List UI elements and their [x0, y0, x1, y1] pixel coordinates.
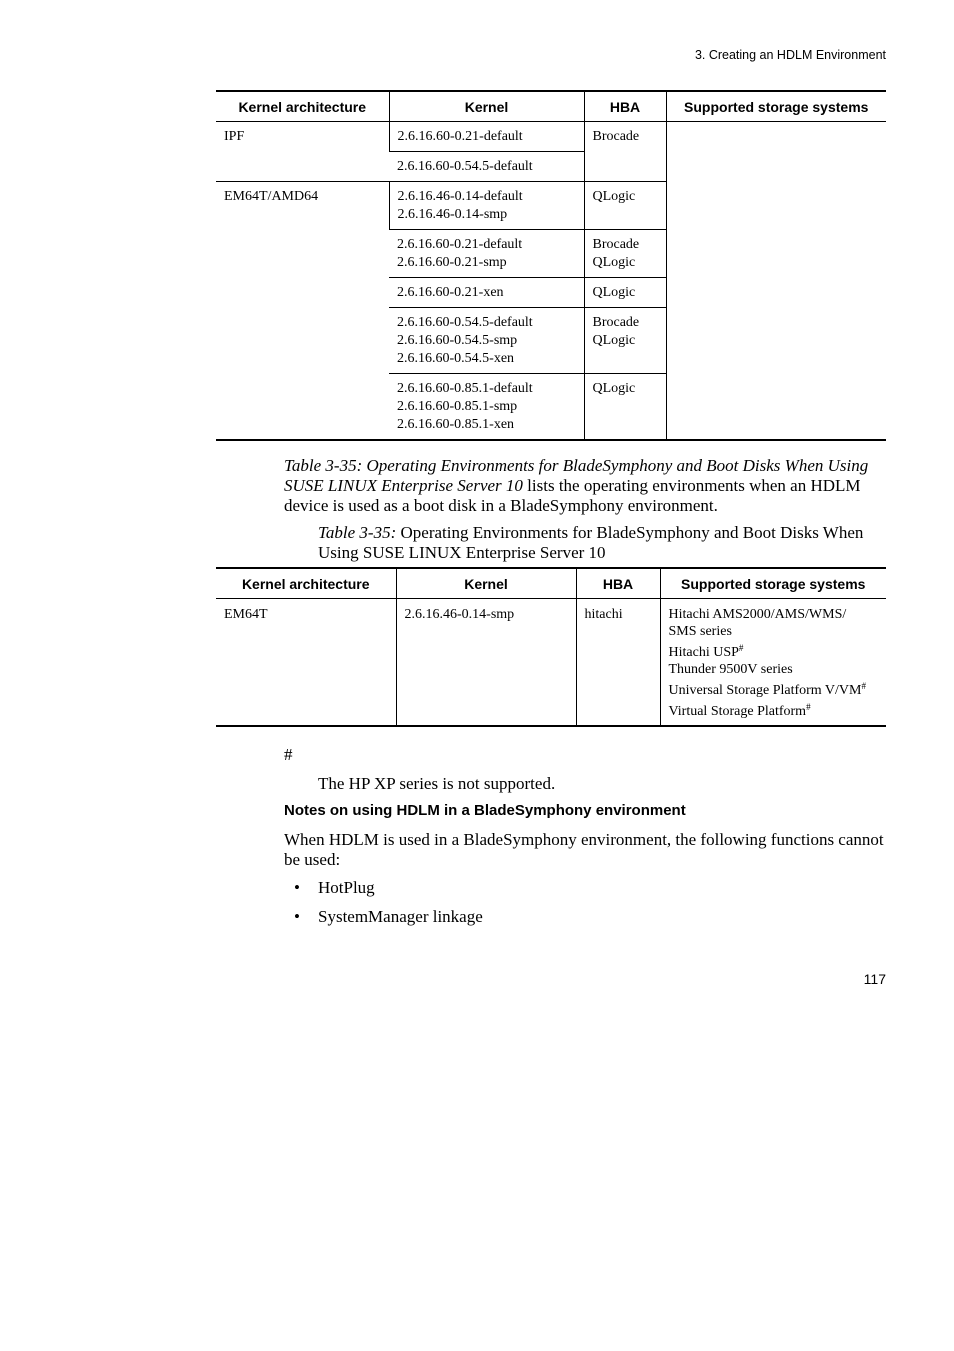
col-header-kernel: Kernel — [389, 91, 584, 122]
kernel-hba-table — [216, 90, 886, 441]
list-item — [294, 878, 375, 898]
bullet-icon: • — [294, 907, 300, 926]
hba-cell — [584, 122, 666, 182]
storage-name: Virtual Storage Platform — [668, 704, 807, 719]
footnote-mark: # — [738, 643, 744, 653]
table-reference-text: lists the operating environments when an HDLM device is used as a boot disk in a BladeSymphony environment. — [284, 476, 861, 515]
table-row — [216, 122, 886, 152]
storage-cell — [666, 122, 886, 441]
kernel-cell — [389, 182, 584, 230]
kernel-version: 2.6.16.60-0.54.5-default — [397, 315, 533, 330]
col-header-arch: Kernel architecture — [216, 91, 389, 122]
storage-name: Universal Storage Platform V/VM — [668, 683, 862, 698]
hba-cell — [584, 308, 666, 374]
kernel-version: 2.6.16.60-0.85.1-smp — [397, 399, 518, 414]
kernel-version: 2.6.16.60-0.21-xen — [397, 285, 504, 300]
hba-cell: hitachi — [576, 599, 660, 727]
list-item-text: HotPlug — [318, 878, 375, 897]
hba-name: QLogic — [592, 333, 636, 348]
storage-line: Thunder 9500V series — [668, 662, 793, 677]
storage-line: SMS series — [668, 624, 732, 639]
hba-name: QLogic — [592, 189, 636, 204]
hba-name: QLogic — [592, 285, 636, 300]
kernel-version: 2.6.16.60-0.54.5-xen — [397, 351, 515, 366]
footnote-mark: # — [861, 681, 866, 691]
storage-name: Hitachi USP — [668, 645, 739, 660]
kernel-cell: 2.6.16.46-0.14-smp — [396, 599, 576, 727]
hba-cell — [584, 230, 666, 278]
kernel-cell — [389, 152, 584, 182]
hba-name: Brocade — [592, 129, 640, 144]
table-caption — [318, 523, 888, 563]
page-number: 117 — [863, 971, 886, 987]
hba-cell — [584, 182, 666, 230]
hba-cell — [584, 374, 666, 441]
kernel-version: 2.6.16.60-0.21-default — [397, 237, 523, 252]
table-caption-label: Table 3-35: — [318, 523, 397, 542]
kernel-cell — [389, 230, 584, 278]
col-header-storage: Supported storage systems — [660, 568, 886, 599]
storage-line — [669, 644, 879, 661]
kernel-version: 2.6.16.60-0.85.1-default — [397, 381, 533, 396]
notes-heading: Notes on using HDLM in a BladeSymphony environment — [284, 802, 686, 819]
hba-name: QLogic — [592, 381, 636, 396]
table-header-row — [216, 91, 886, 122]
table-reference-paragraph — [284, 456, 889, 516]
footnote-mark: # — [806, 702, 811, 712]
boot-disk-table — [216, 567, 886, 727]
storage-cell — [660, 599, 886, 727]
running-header: 3. Creating an HDLM Environment — [694, 48, 886, 62]
kernel-version: 2.6.16.46-0.14-smp — [397, 207, 508, 222]
list-item — [294, 907, 483, 927]
arch-cell: IPF — [216, 122, 389, 182]
kernel-cell — [389, 122, 584, 152]
kernel-cell — [389, 374, 584, 441]
table-header-row — [216, 568, 886, 599]
storage-line — [669, 703, 879, 720]
col-header-kernel: Kernel — [396, 568, 576, 599]
hba-name: Brocade — [592, 315, 640, 330]
col-header-storage: Supported storage systems — [666, 91, 886, 122]
hba-name: QLogic — [592, 255, 636, 270]
hba-name: Brocade — [592, 237, 640, 252]
table-reference-link[interactable]: Table 3-35: Operating Environments for BladeSymphony and Boot Disks When Using SUSE LINUX Enterprise Server 10 — [284, 456, 869, 495]
col-header-hba: HBA — [576, 568, 660, 599]
list-item-text: SystemManager linkage — [318, 907, 483, 926]
kernel-version: 2.6.16.46-0.14-default — [397, 189, 523, 204]
notes-body: When HDLM is used in a BladeSymphony environment, the following functions cannot be used: — [284, 830, 884, 869]
kernel-cell — [389, 308, 584, 374]
kernel-version: 2.6.16.60-0.21-smp — [397, 255, 507, 270]
arch-cell: EM64T/AMD64 — [216, 182, 389, 441]
storage-line — [669, 682, 879, 699]
bullet-icon: • — [294, 878, 300, 897]
storage-line: Hitachi AMS2000/AMS/WMS/ — [668, 607, 847, 622]
col-header-arch: Kernel architecture — [216, 568, 396, 599]
kernel-version: 2.6.16.60-0.85.1-xen — [397, 417, 515, 432]
kernel-version: 2.6.16.60-0.54.5-default — [397, 159, 533, 174]
col-header-hba: HBA — [584, 91, 666, 122]
hba-cell — [584, 278, 666, 308]
kernel-version: 2.6.16.60-0.21-default — [397, 129, 523, 144]
footnote-text: The HP XP series is not supported. — [318, 774, 556, 793]
table-row — [216, 599, 886, 727]
arch-cell: EM64T — [216, 599, 396, 727]
table-caption-title: Operating Environments for BladeSymphony and Boot Disks When Using SUSE LINUX Enterprise Server 10 — [318, 523, 864, 562]
footnote-symbol: # — [284, 745, 293, 764]
kernel-cell — [389, 278, 584, 308]
kernel-version: 2.6.16.60-0.54.5-smp — [397, 333, 518, 348]
